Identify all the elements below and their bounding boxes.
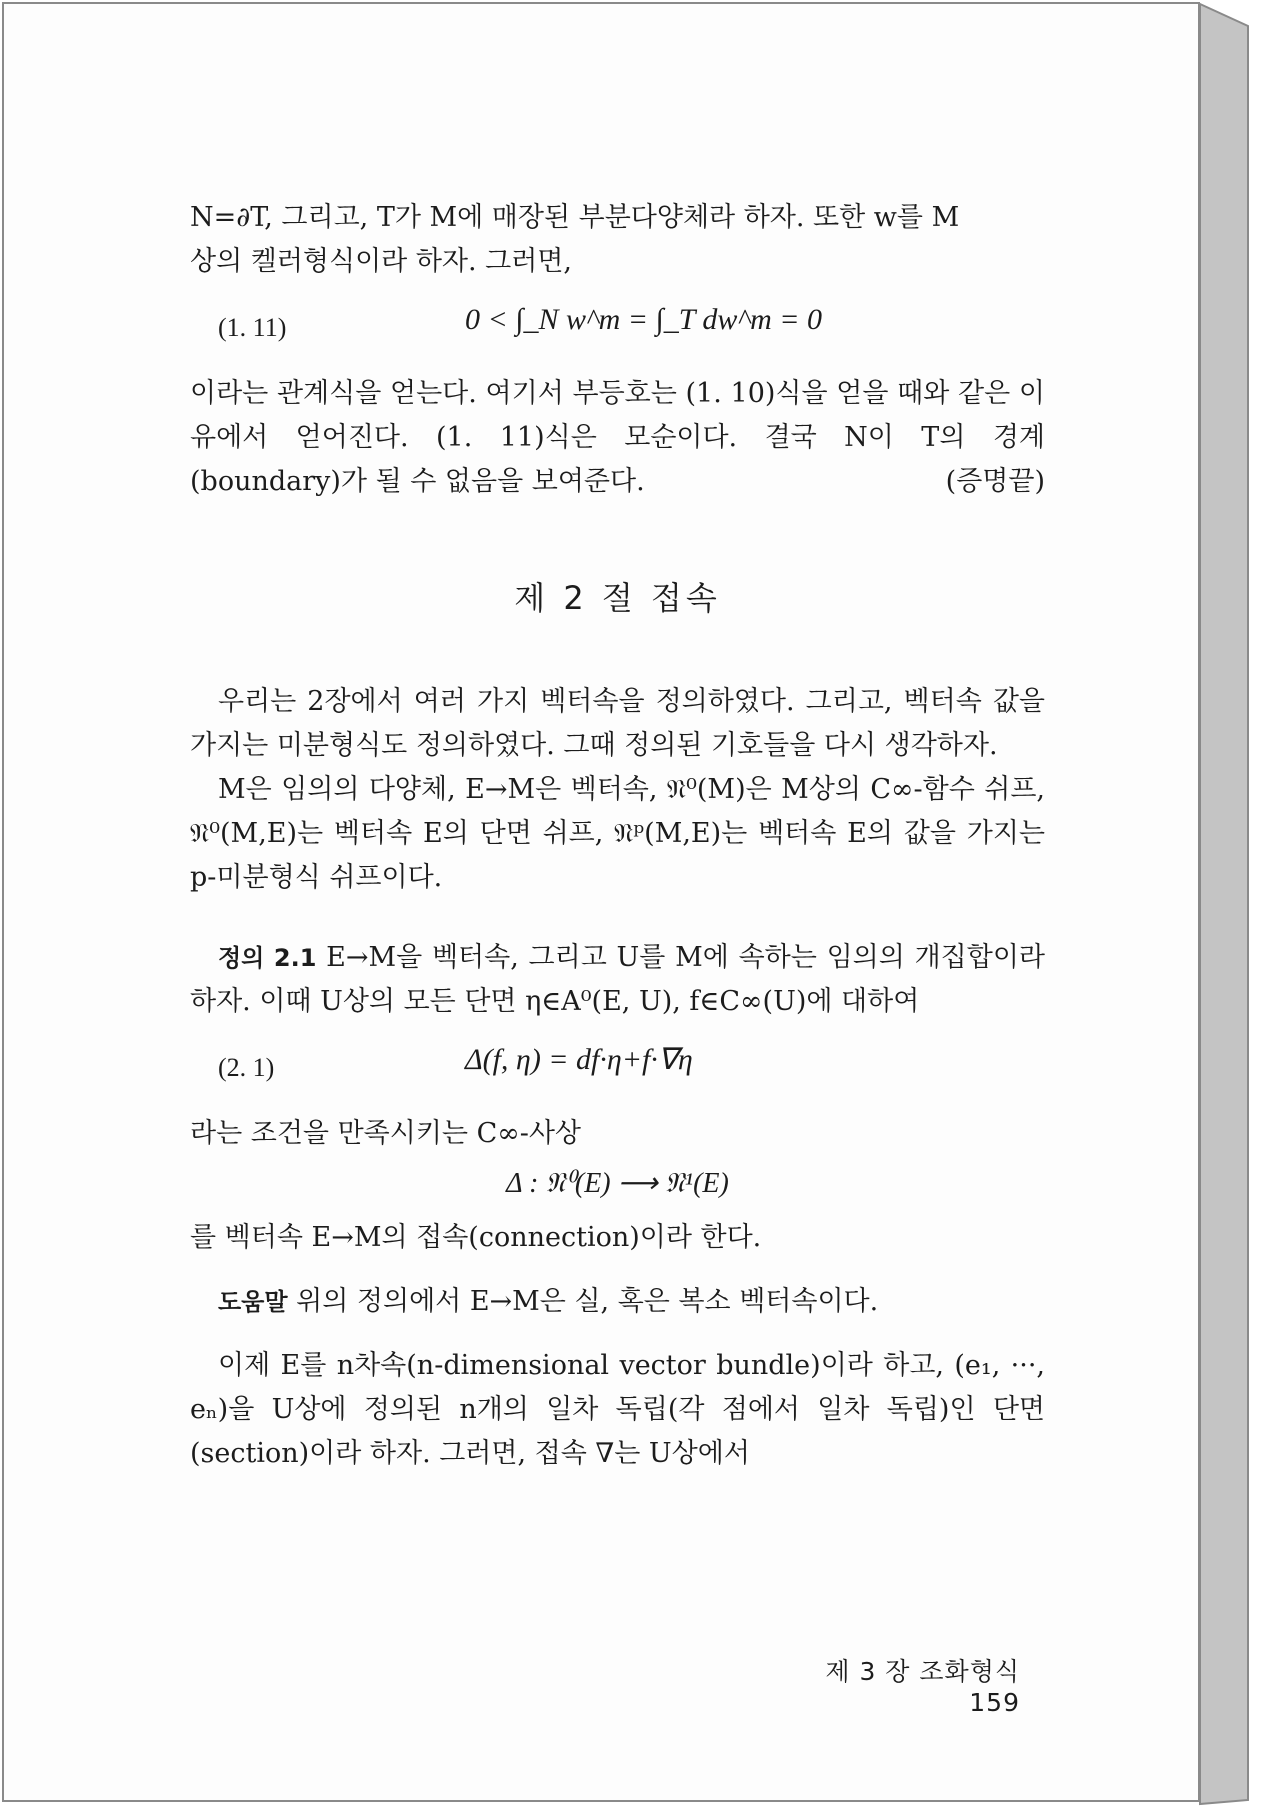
page-footer: 제 3 장 조화형식 159 bbox=[825, 1657, 1020, 1717]
section-title: 제 2 절 접속 bbox=[514, 579, 721, 617]
paragraph-5: 라는 조건을 만족시키는 C∞-사상 bbox=[190, 1118, 582, 1149]
equation-2-1 bbox=[190, 1038, 1045, 1098]
paragraph-3: 우리는 2장에서 여러 가지 벡터속을 정의하였다. 그리고, 벡터속 값을 가지는 미분형식도 정의하였다. 그때 정의된 기호들을 다시 생각하자. bbox=[190, 686, 1045, 761]
definition-label: 정의 2.1 bbox=[218, 944, 317, 972]
remark-label: 도움말 bbox=[218, 1288, 288, 1316]
equation-body: 0 < ∫_N w^m = ∫_T dw^m = 0 bbox=[465, 303, 822, 336]
paragraph-4: M은 임의의 다양체, E→M은 벡터속, 𝔑⁰(M)은 M상의 C∞-함수 쉬프, 𝔑⁰(M,E)는 벡터속 E의 단면 쉬프, 𝔑ᵖ(M,E)는 벡터속 E의 값을 가지는 p-미분형식 쉬프이다. bbox=[190, 774, 1045, 893]
paragraph-7: 이제 E를 n차속(n-dimensional vector bundle)이라 하고, (e₁, ···, eₙ)을 U상에 정의된 n개의 일차 독립(각 점에서 일차 독립)인 단면(section)이라 하자. 그러면, 접속 ∇는 U상에서 bbox=[190, 1350, 1045, 1469]
equation-body: Δ(f, η) = df·η+f·∇η bbox=[465, 1043, 693, 1076]
qed-mark: (증명끝) bbox=[945, 466, 1045, 497]
paragraph-2-text: 이라는 관계식을 얻는다. 여기서 부등호는 (1. 10)식을 얻을 때와 같은 이유에서 얻어진다. (1. 11)식은 모순이다. 결국 N이 T의 경계(boundary)가 될 수 없음을 보여준다. bbox=[190, 378, 1045, 497]
equation-number: (2. 1) bbox=[218, 1053, 275, 1082]
equation-number: (1. 11) bbox=[218, 313, 287, 342]
paragraph-1-line-1: N=∂T, 그리고, T가 M에 매장된 부분다양체라 하자. 또한 w를 M bbox=[190, 202, 960, 233]
page-content bbox=[190, 196, 1045, 1476]
equation-connection-map: Δ : 𝔑⁰(E) ⟶ 𝔑¹(E) bbox=[506, 1168, 729, 1199]
remark bbox=[190, 1280, 1045, 1324]
equation-1-11 bbox=[190, 298, 1045, 358]
paragraph-1-line-2: 상의 켈러형식이라 하자. 그러면, bbox=[190, 246, 572, 277]
definition-text: E→M을 벡터속, 그리고 U를 M에 속하는 임의의 개집합이라 하자. 이때 U상의 모든 단면 η∈A⁰(E, U), f∈C∞(U)에 대하여 bbox=[190, 942, 1045, 1017]
remark-text: 위의 정의에서 E→M은 실, 혹은 복소 벡터속이다. bbox=[296, 1286, 879, 1317]
definition-2-1 bbox=[190, 936, 1045, 1024]
paragraph-2 bbox=[190, 372, 1045, 504]
paragraph-6: 를 벡터속 E→M의 접속(connection)이라 한다. bbox=[190, 1222, 762, 1253]
